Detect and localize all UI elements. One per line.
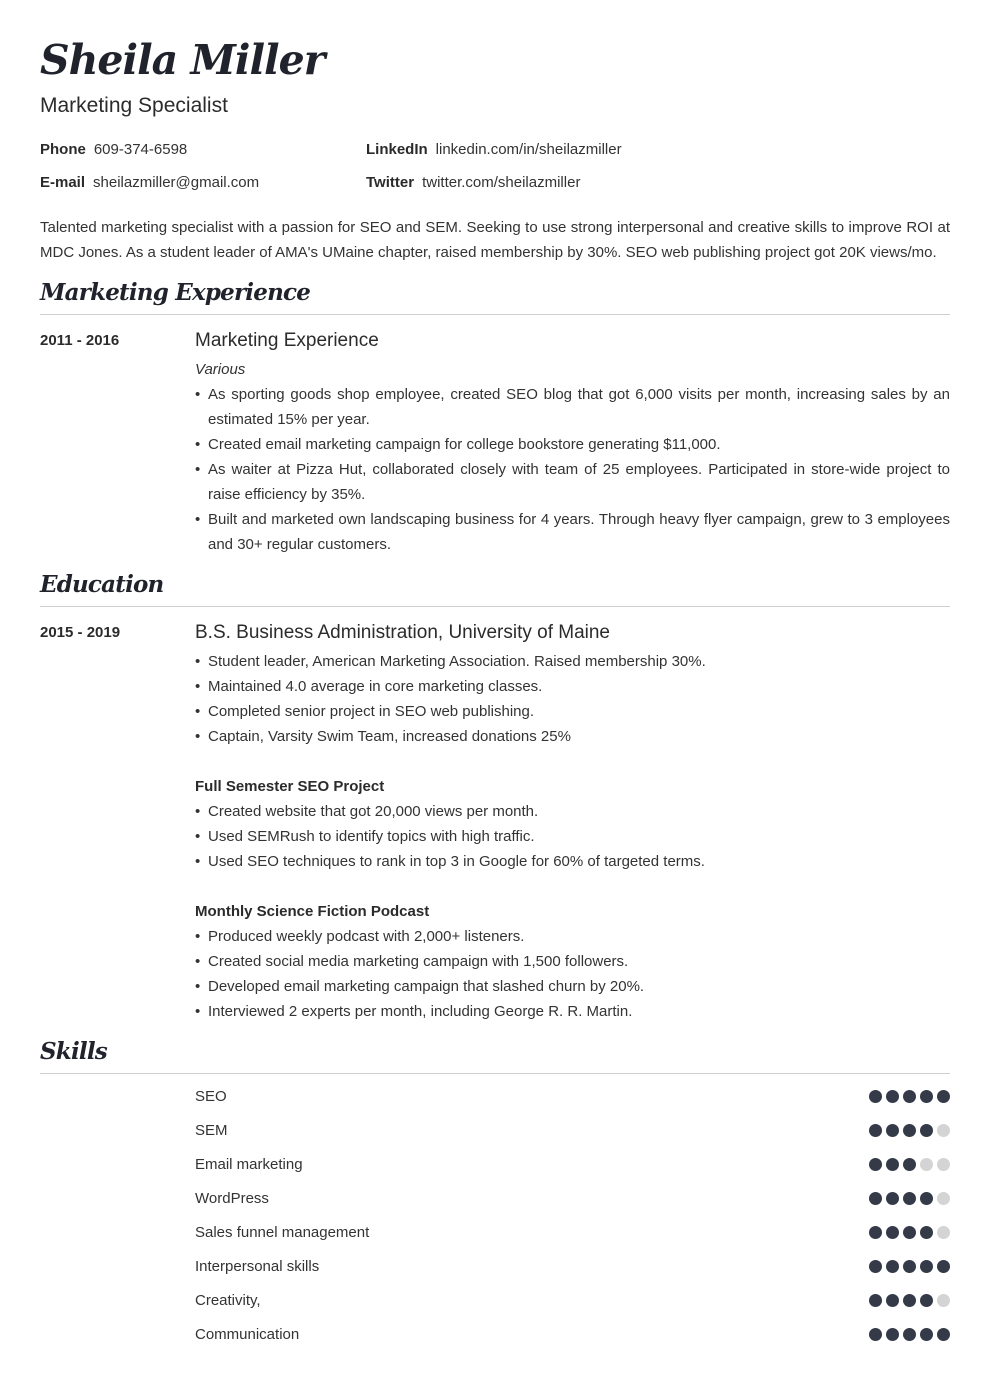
list-item: • Completed senior project in SEO web publishing. bbox=[195, 699, 950, 724]
list-item: • Interviewed 2 experts per month, including George R. R. Martin. bbox=[195, 999, 950, 1024]
skill-name: WordPress bbox=[195, 1190, 269, 1207]
skill-row bbox=[195, 1085, 950, 1109]
skill-dot-filled bbox=[869, 1294, 882, 1307]
list-item: • As waiter at Pizza Hut, collaborated closely with team of 25 employees. Participated in store-wide project to raise efficiency by 35%. bbox=[195, 457, 950, 507]
skill-dot-filled bbox=[937, 1328, 950, 1341]
skill-row bbox=[195, 1323, 950, 1347]
list-item: • As sporting goods shop employee, created SEO blog that got 6,000 visits per month, increasing sales by an estimated 15% per year. bbox=[195, 382, 950, 432]
contact-label: E-mail bbox=[40, 174, 86, 191]
skill-name: Communication bbox=[195, 1326, 300, 1343]
skill-dot-empty bbox=[937, 1226, 950, 1239]
project-title: Full Semester SEO Project bbox=[195, 778, 385, 795]
section-heading-skills: Skills bbox=[40, 1038, 107, 1065]
skill-level-rating bbox=[869, 1158, 950, 1172]
skill-dot-filled bbox=[903, 1260, 916, 1273]
list-item: • Used SEO techniques to rank in top 3 in Google for 60% of targeted terms. bbox=[195, 849, 950, 874]
contact-value[interactable]: twitter.com/sheilazmiller bbox=[422, 174, 581, 191]
list-item: • Used SEMRush to identify topics with high traffic. bbox=[195, 824, 950, 849]
skill-level-rating bbox=[869, 1226, 950, 1240]
skill-dot-filled bbox=[920, 1226, 933, 1239]
skill-dot-empty bbox=[920, 1158, 933, 1171]
skill-name: Creativity, bbox=[195, 1292, 261, 1309]
list-item: • Produced weekly podcast with 2,000+ listeners. bbox=[195, 924, 950, 949]
skill-dot-filled bbox=[886, 1260, 899, 1273]
contact-label: Twitter bbox=[366, 174, 415, 191]
project-bullets bbox=[195, 924, 950, 1024]
skill-level-rating bbox=[869, 1294, 950, 1308]
skill-dot-filled bbox=[869, 1158, 882, 1171]
education-title: B.S. Business Administration, University of Maine bbox=[195, 622, 611, 643]
skill-level-rating bbox=[869, 1124, 950, 1138]
experience-date: 2011 - 2016 bbox=[40, 332, 120, 349]
contact-email bbox=[40, 174, 259, 191]
list-item: • Built and marketed own landscaping business for 4 years. Through heavy flyer campaign, grew to 3 employees and 30+ regular customers. bbox=[195, 507, 950, 557]
skill-name: Email marketing bbox=[195, 1156, 303, 1173]
education-bullets bbox=[195, 649, 950, 749]
skill-dot-filled bbox=[920, 1124, 933, 1137]
experience-company: Various bbox=[195, 361, 246, 378]
skill-dot-filled bbox=[903, 1124, 916, 1137]
skill-row bbox=[195, 1119, 950, 1143]
contact-linkedin bbox=[366, 141, 622, 158]
contact-twitter bbox=[366, 174, 580, 191]
skill-row bbox=[195, 1289, 950, 1313]
section-divider bbox=[40, 606, 950, 607]
list-item: • Created website that got 20,000 views per month. bbox=[195, 799, 950, 824]
skill-dot-filled bbox=[903, 1192, 916, 1205]
skill-dot-filled bbox=[920, 1294, 933, 1307]
skill-dot-filled bbox=[869, 1090, 882, 1103]
skill-row bbox=[195, 1221, 950, 1245]
skill-dot-filled bbox=[886, 1294, 899, 1307]
skill-level-rating bbox=[869, 1192, 950, 1206]
contact-phone bbox=[40, 141, 187, 158]
skill-dot-filled bbox=[869, 1260, 882, 1273]
skill-level-rating bbox=[869, 1328, 950, 1342]
section-heading-education: Education bbox=[40, 571, 164, 598]
skill-dot-filled bbox=[869, 1226, 882, 1239]
summary-paragraph: Talented marketing specialist with a passion for SEO and SEM. Seeking to use strong interpersonal and creative skills to improve ROI at MDC Jones. As a student leader of AMA's UMaine chapter, raised membership by 30%. SEO web publishing project got 20K views/mo. bbox=[40, 219, 950, 261]
skill-dot-filled bbox=[886, 1226, 899, 1239]
skill-dot-filled bbox=[869, 1124, 882, 1137]
project-title: Monthly Science Fiction Podcast bbox=[195, 903, 430, 920]
skill-level-rating bbox=[869, 1090, 950, 1104]
skill-row bbox=[195, 1187, 950, 1211]
skill-name: SEO bbox=[195, 1088, 227, 1105]
skill-dot-filled bbox=[886, 1328, 899, 1341]
list-item: • Maintained 4.0 average in core marketing classes. bbox=[195, 674, 950, 699]
skill-name: Sales funnel management bbox=[195, 1224, 370, 1241]
skill-dot-filled bbox=[903, 1158, 916, 1171]
experience-bullets bbox=[195, 382, 950, 557]
skill-dot-filled bbox=[886, 1124, 899, 1137]
list-item: • Captain, Varsity Swim Team, increased donations 25% bbox=[195, 724, 950, 749]
skill-dot-filled bbox=[869, 1328, 882, 1341]
skill-dot-filled bbox=[886, 1192, 899, 1205]
list-item: • Created email marketing campaign for college bookstore generating $11,000. bbox=[195, 432, 950, 457]
experience-title: Marketing Experience bbox=[195, 330, 379, 351]
list-item: • Student leader, American Marketing Association. Raised membership 30%. bbox=[195, 649, 950, 674]
skill-dot-filled bbox=[903, 1328, 916, 1341]
skill-dot-filled bbox=[869, 1192, 882, 1205]
skill-dot-filled bbox=[920, 1260, 933, 1273]
skill-dot-empty bbox=[937, 1158, 950, 1171]
section-divider bbox=[40, 314, 950, 315]
skill-row bbox=[195, 1153, 950, 1177]
contact-value[interactable]: sheilazmiller@gmail.com bbox=[93, 174, 260, 191]
job-title: Marketing Specialist bbox=[40, 94, 228, 117]
skill-dot-filled bbox=[903, 1294, 916, 1307]
skill-row bbox=[195, 1255, 950, 1279]
skill-dot-empty bbox=[937, 1192, 950, 1205]
skill-dot-filled bbox=[937, 1260, 950, 1273]
contact-value: 609-374-6598 bbox=[93, 141, 188, 158]
skill-dot-filled bbox=[920, 1328, 933, 1341]
section-heading-experience: Marketing Experience bbox=[40, 279, 311, 306]
skill-dot-filled bbox=[920, 1090, 933, 1103]
skill-level-rating bbox=[869, 1260, 950, 1274]
skill-dot-filled bbox=[937, 1090, 950, 1103]
skill-dot-filled bbox=[903, 1090, 916, 1103]
skill-dot-filled bbox=[903, 1226, 916, 1239]
skill-name: SEM bbox=[195, 1122, 228, 1139]
education-date: 2015 - 2019 bbox=[40, 624, 121, 641]
skill-dot-filled bbox=[920, 1192, 933, 1205]
candidate-name: Sheila Miller bbox=[40, 36, 325, 84]
section-divider bbox=[40, 1073, 950, 1074]
skill-name: Interpersonal skills bbox=[195, 1258, 320, 1275]
list-item: • Created social media marketing campaign with 1,500 followers. bbox=[195, 949, 950, 974]
skill-dot-empty bbox=[937, 1294, 950, 1307]
list-item: • Developed email marketing campaign that slashed churn by 20%. bbox=[195, 974, 950, 999]
contact-value[interactable]: linkedin.com/in/sheilazmiller bbox=[435, 141, 622, 158]
skill-dot-filled bbox=[886, 1158, 899, 1171]
skill-dot-filled bbox=[886, 1090, 899, 1103]
contact-label: Phone bbox=[40, 141, 86, 158]
contact-label: LinkedIn bbox=[366, 141, 428, 158]
project-bullets bbox=[195, 799, 950, 874]
skill-dot-empty bbox=[937, 1124, 950, 1137]
